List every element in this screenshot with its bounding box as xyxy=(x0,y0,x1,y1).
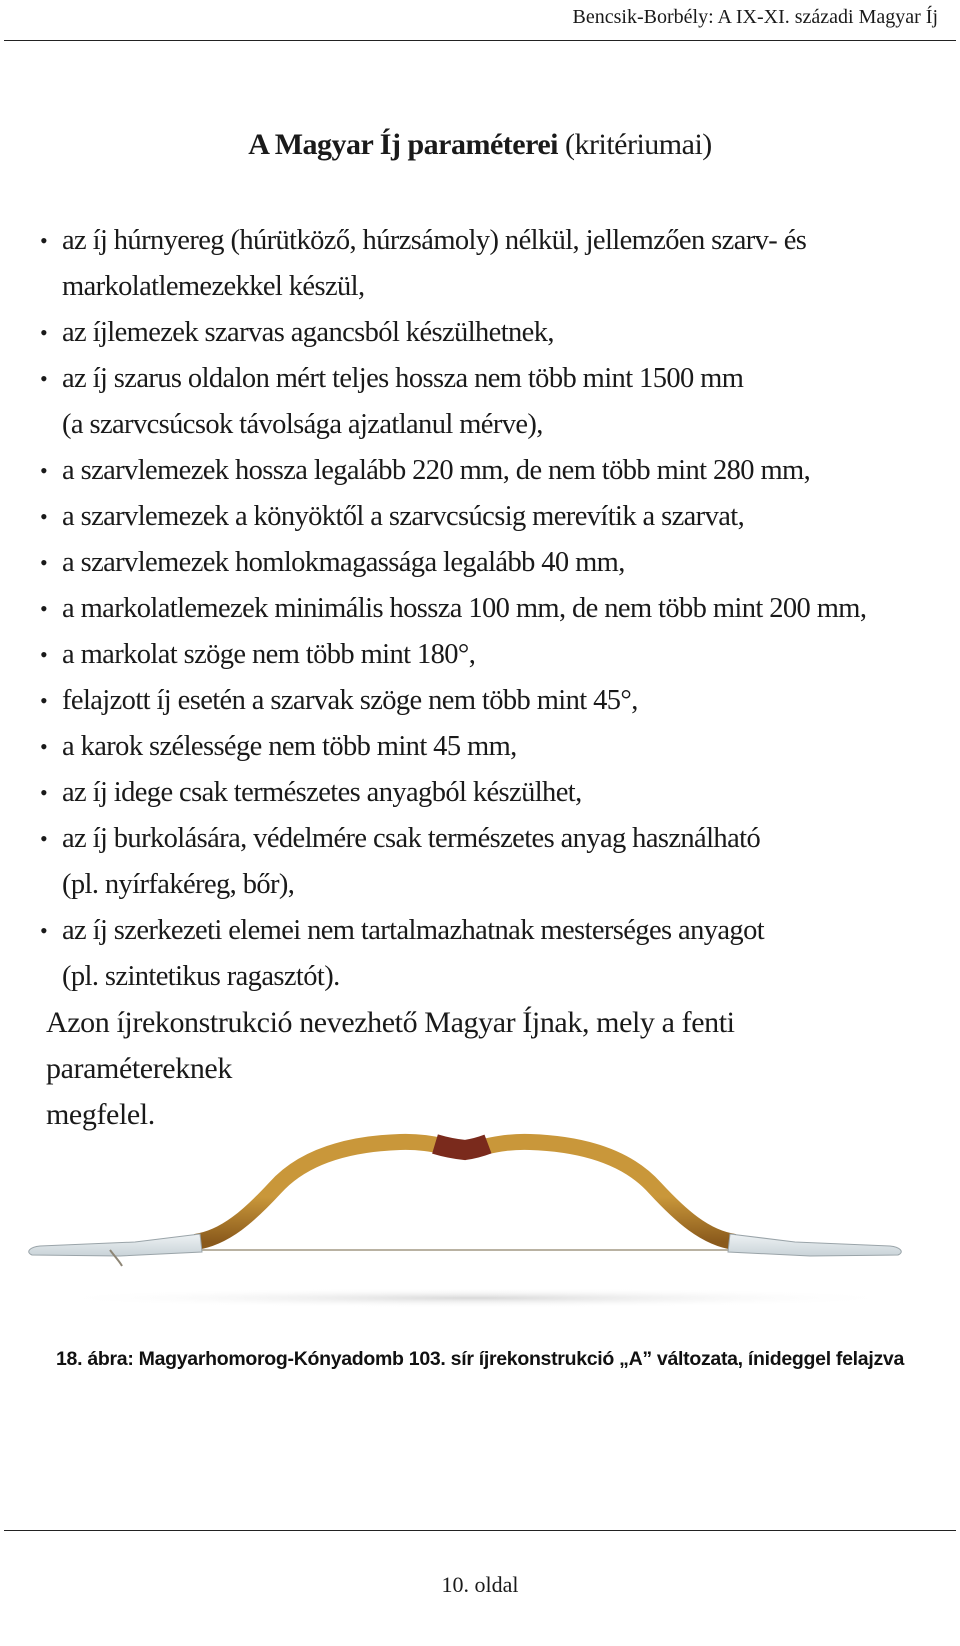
section-title-parenthetical: (kritériumai) xyxy=(558,128,712,161)
bow-tip-left xyxy=(29,1234,202,1256)
criteria-item xyxy=(40,494,920,540)
criteria-line: a karok szélessége nem több mint 45 mm, xyxy=(62,731,517,762)
bullet-icon: • xyxy=(40,228,48,253)
criteria-line: felajzott íj esetén a szarvak szöge nem több mint 45°, xyxy=(62,685,638,716)
bullet-icon: • xyxy=(40,550,48,575)
running-title: Bencsik-Borbély: A IX-XI. századi Magyar Íj xyxy=(572,6,938,28)
bullet-icon: • xyxy=(40,596,48,621)
bullet-icon: • xyxy=(40,642,48,667)
criteria-line: az íj szarus oldalon mért teljes hossza nem több mint 1500 mm xyxy=(62,363,744,394)
criteria-item xyxy=(40,908,920,1000)
criteria-item xyxy=(40,770,920,816)
bullet-icon: • xyxy=(40,780,48,805)
criteria-line: a szarvlemezek homlokmagassága legalább 40 mm, xyxy=(62,547,625,578)
criteria-item xyxy=(40,724,920,770)
criteria-line: az íjlemezek szarvas agancsból készülhetnek, xyxy=(62,317,554,348)
criteria-list xyxy=(40,218,920,1000)
criteria-item xyxy=(40,448,920,494)
section-title xyxy=(0,128,960,162)
bullet-icon: • xyxy=(40,320,48,345)
header-divider xyxy=(4,40,956,41)
criteria-item xyxy=(40,678,920,724)
conclusion-line: megfelel. xyxy=(46,1098,155,1131)
criteria-item xyxy=(40,310,920,356)
bullet-icon: • xyxy=(40,458,48,483)
section-title-bold: A Magyar Íj paraméterei xyxy=(248,128,559,161)
criteria-line: a szarvlemezek hossza legalább 220 mm, de nem több mint 280 mm, xyxy=(62,455,811,486)
criteria-line: a markolat szöge nem több mint 180°, xyxy=(62,639,476,670)
conclusion-paragraph xyxy=(46,1000,926,1138)
bow-figure xyxy=(10,1120,950,1340)
criteria-item xyxy=(40,356,920,448)
figure-caption: 18. ábra: Magyarhomorog-Kónyadomb 103. sír íjrekonstrukció „A” változata, ínideggel felajzva xyxy=(56,1348,904,1370)
bullet-icon: • xyxy=(40,918,48,943)
bow-shadow xyxy=(45,1288,905,1308)
criteria-item xyxy=(40,816,920,908)
criteria-line: az íj burkolására, védelmére csak természetes anyag használható xyxy=(62,823,761,854)
criteria-line: az íj húrnyereg (húrütköző, húrzsámoly) nélkül, jellemzően szarv- és xyxy=(62,225,807,256)
criteria-item xyxy=(40,632,920,678)
criteria-line: a szarvlemezek a könyöktől a szarvcsúcsig merevítik a szarvat, xyxy=(62,501,745,532)
conclusion-line: Azon íjrekonstrukció nevezhető Magyar Íjnak, mely a fenti paramétereknek xyxy=(46,1006,735,1085)
criteria-line: az íj idege csak természetes anyagból készülhet, xyxy=(62,777,582,808)
bullet-icon: • xyxy=(40,504,48,529)
page-number: 10. oldal xyxy=(441,1572,519,1597)
bullet-icon: • xyxy=(40,688,48,713)
criteria-item xyxy=(40,586,920,632)
footer-divider xyxy=(4,1530,956,1531)
criteria-line: (pl. szintetikus ragasztót). xyxy=(62,961,340,992)
bullet-icon: • xyxy=(40,826,48,851)
criteria-line: (a szarvcsúcsok távolsága ajzatlanul mérve), xyxy=(62,409,543,440)
criteria-line: markolatlemezekkel készül, xyxy=(62,271,365,302)
criteria-line: az íj szerkezeti elemei nem tartalmazhatnak mesterséges anyagot xyxy=(62,915,765,946)
criteria-line: a markolatlemezek minimális hossza 100 mm, de nem több mint 200 mm, xyxy=(62,593,867,624)
criteria-line: (pl. nyírfakéreg, bőr), xyxy=(62,869,295,900)
page-header xyxy=(0,0,960,42)
bow-tip-right xyxy=(728,1234,901,1256)
bullet-icon: • xyxy=(40,734,48,759)
bow-illustration xyxy=(10,1120,950,1340)
criteria-item xyxy=(40,540,920,586)
criteria-item xyxy=(40,218,920,310)
bullet-icon: • xyxy=(40,366,48,391)
bow-grip xyxy=(435,1144,488,1150)
